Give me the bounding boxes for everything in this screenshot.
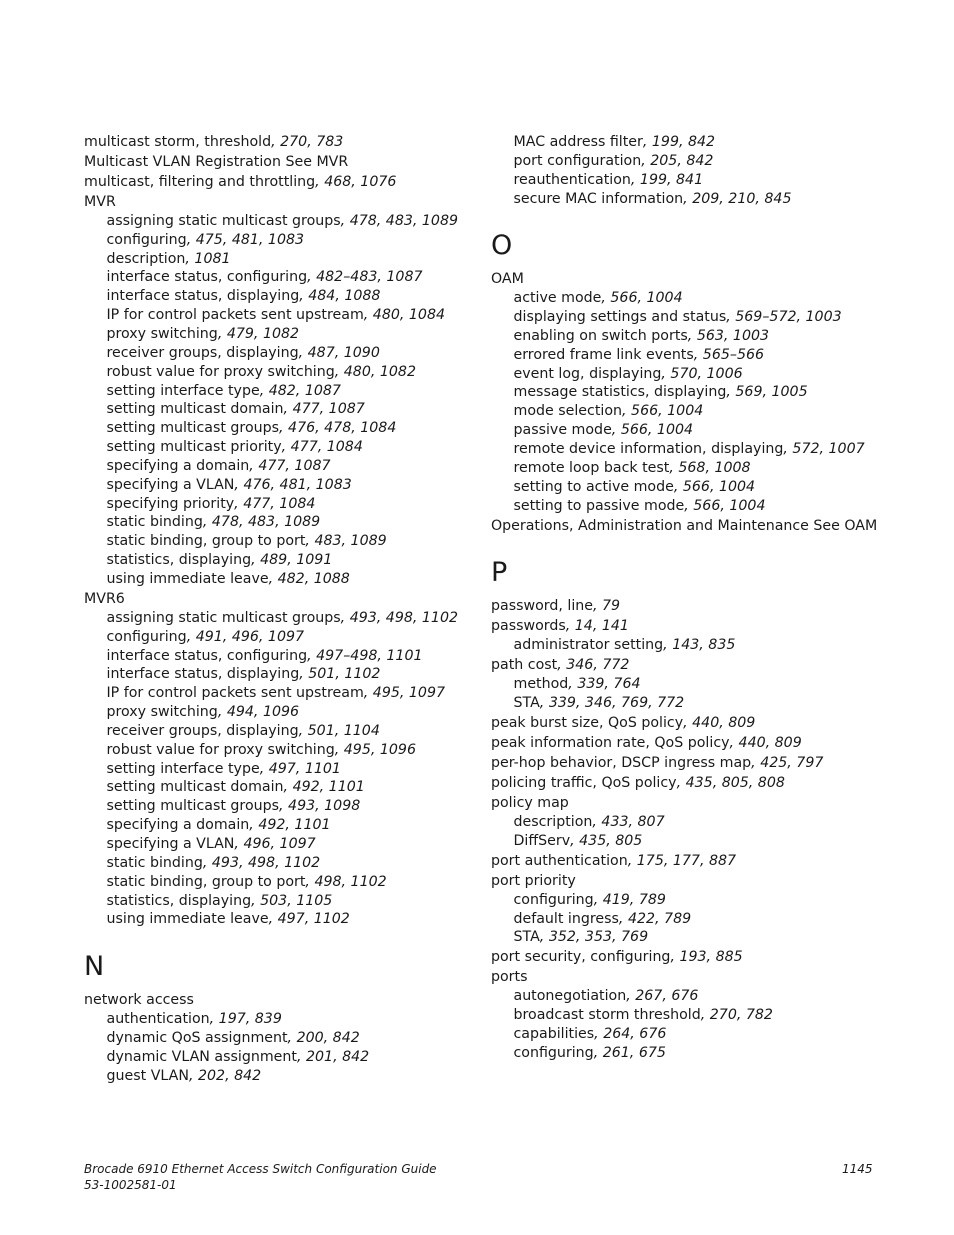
entry-term: dynamic QoS assignment	[106, 1029, 288, 1046]
entry-term: using immediate leave	[106, 911, 269, 928]
index-subentry: DiffServ, 435, 805	[513, 832, 643, 849]
index-subentry: autonegotiation, 267, 676	[513, 988, 699, 1005]
entry-page-refs[interactable]: 497, 1102	[277, 911, 350, 928]
section-letter: N	[84, 951, 105, 983]
entry-term: configuring	[513, 1044, 594, 1061]
entry-term: assigning static multicast groups	[106, 212, 341, 229]
entry-page-refs[interactable]: 566, 1004	[682, 478, 756, 495]
entry-page-refs[interactable]: 570, 1006	[670, 365, 743, 382]
index-entry: peak information rate, QoS policy, 440, 809	[491, 735, 802, 752]
entry-term: specifying priority	[106, 495, 235, 512]
entry-page-refs[interactable]: 201, 842	[305, 1048, 370, 1065]
entry-page-refs[interactable]: 568, 1008	[678, 459, 751, 476]
entry-page-refs[interactable]: 468, 1076	[324, 174, 397, 191]
entry-term: ports	[491, 969, 528, 986]
entry-term: receiver groups, displaying	[106, 344, 299, 361]
index-subentry: robust value for proxy switching, 495, 1096	[106, 741, 416, 758]
entry-term: interface status, displaying	[106, 666, 300, 683]
entry-term: administrator setting	[513, 637, 664, 654]
index-subentry: statistics, displaying, 503, 1105	[106, 892, 333, 909]
entry-page-refs[interactable]: 475, 481, 1083	[195, 231, 305, 248]
entry-page-refs[interactable]: 566, 1004	[620, 422, 694, 439]
entry-term: broadcast storm threshold	[513, 1007, 701, 1024]
entry-term: active mode	[513, 290, 602, 307]
entry-page-refs[interactable]: 199, 841	[639, 171, 704, 188]
entry-term: static binding, group to port	[106, 533, 306, 550]
index-subentry: receiver groups, displaying, 501, 1104	[106, 722, 380, 739]
entry-term: configuring	[106, 231, 187, 248]
entry-term: statistics, displaying	[106, 892, 252, 909]
index-subentry: specifying a VLAN, 476, 481, 1083	[106, 476, 352, 493]
entry-term: default ingress	[513, 910, 619, 927]
entry-page-refs[interactable]: 480, 1084	[372, 307, 446, 324]
index-subentry: description, 1081	[106, 250, 231, 267]
index-subentry: capabilities, 264, 676	[513, 1026, 667, 1042]
entry-term: specifying a domain	[106, 817, 250, 834]
entry-term: static binding, group to port	[106, 873, 306, 890]
entry-page-refs[interactable]: 482, 1087	[268, 382, 341, 399]
entry-term: robust value for proxy switching	[106, 741, 335, 758]
entry-term: configuring	[106, 628, 187, 645]
entry-page-refs[interactable]: 569, 1005	[735, 384, 808, 401]
entry-term: autonegotiation	[513, 988, 627, 1005]
entry-term: policing traffic, QoS policy	[491, 775, 677, 792]
entry-page-refs[interactable]: 193, 885	[679, 949, 743, 966]
index-entry	[84, 991, 464, 1010]
index-subentry: setting interface type, 497, 1101	[106, 760, 341, 777]
entry-page-refs[interactable]: 476, 478, 1084	[288, 420, 397, 437]
index-subentry: static binding, group to port, 498, 1102	[106, 873, 387, 890]
index-entry	[84, 193, 464, 212]
index-subentry: STA, 352, 353, 769	[513, 929, 649, 946]
index-entry	[491, 872, 871, 891]
index-subentry: secure MAC information, 209, 210, 845	[513, 190, 792, 207]
index-subentry: errored frame link events, 565–566	[513, 346, 765, 363]
entry-page-refs[interactable]: 483, 1089	[314, 533, 387, 550]
entry-page-refs[interactable]: 491, 496, 1097	[195, 628, 305, 645]
entry-page-refs[interactable]: 565–566	[702, 346, 765, 363]
entry-term: receiver groups, displaying	[106, 722, 299, 739]
index-entry	[491, 270, 871, 289]
index-subentry: setting multicast domain, 492, 1101	[106, 779, 365, 796]
index-subentry: guest VLAN, 202, 842	[106, 1067, 262, 1084]
index-subentry: setting to active mode, 566, 1004	[513, 478, 756, 495]
index-entry: port security, configuring, 193, 885	[491, 949, 743, 966]
index-subentry: proxy switching, 494, 1096	[106, 704, 300, 721]
index-subentry: specifying a VLAN, 496, 1097	[106, 835, 316, 852]
entry-page-refs[interactable]: 566, 1004	[631, 403, 704, 420]
entry-term: statistics, displaying	[106, 552, 252, 569]
index-subentry: reauthentication, 199, 841	[513, 171, 704, 188]
entry-page-refs[interactable]: 494, 1096	[226, 704, 300, 721]
index-subentry: receiver groups, displaying, 487, 1090	[106, 344, 380, 361]
entry-page-refs[interactable]: 495, 1096	[343, 741, 416, 758]
index-subentry: setting interface type, 482, 1087	[106, 382, 341, 399]
entry-page-refs[interactable]: 79	[602, 598, 621, 615]
entry-term: reauthentication	[513, 171, 631, 188]
index-subentry: passive mode, 566, 1004	[513, 422, 694, 439]
index-subentry: robust value for proxy switching, 480, 1082	[106, 363, 416, 380]
entry-page-refs[interactable]: 197, 839	[218, 1011, 282, 1028]
index-subentry: static binding, 493, 498, 1102	[106, 854, 321, 871]
entry-term: STA	[513, 929, 540, 946]
index-subentry: static binding, group to port, 483, 1089	[106, 533, 387, 550]
entry-term: remote device information, displaying	[513, 440, 784, 457]
entry-term: setting to passive mode	[513, 497, 685, 514]
entry-term: port priority	[491, 872, 576, 889]
index-subentry: broadcast storm threshold, 270, 782	[513, 1007, 773, 1024]
entry-page-refs[interactable]: 435, 805, 808	[685, 775, 785, 792]
entry-page-refs[interactable]: 566, 1004	[610, 290, 683, 307]
entry-page-refs[interactable]: 477, 1087	[292, 401, 365, 418]
entry-term: specifying a VLAN	[106, 835, 235, 852]
entry-term: network access	[84, 992, 194, 1009]
entry-page-refs[interactable]: 493, 498, 1102	[349, 609, 458, 626]
entry-page-refs[interactable]: 477, 1084	[243, 495, 316, 512]
entry-term: static binding	[106, 514, 203, 531]
entry-term: description	[513, 813, 593, 830]
entry-page-refs[interactable]: 501, 1104	[307, 722, 380, 739]
entry-page-refs[interactable]: 433, 807	[601, 813, 665, 830]
index-subentry: setting to passive mode, 566, 1004	[513, 497, 766, 514]
index-subentry: event log, displaying, 570, 1006	[513, 365, 743, 382]
index-subentry: proxy switching, 479, 1082	[106, 326, 300, 342]
index-subentry: remote loop back test, 568, 1008	[513, 459, 751, 476]
index-subentry: IP for control packets sent upstream, 480, 1084	[106, 307, 446, 324]
footer-doc-number: 53-1002581-01	[84, 1177, 177, 1192]
index-subentry: using immediate leave, 497, 1102	[106, 911, 350, 928]
entry-term: errored frame link events	[513, 346, 694, 363]
entry-page-refs[interactable]: 476, 481, 1083	[243, 476, 352, 493]
index-subentry: remote device information, displaying, 572, 1007	[513, 440, 865, 457]
entry-page-refs[interactable]: 497–498, 1101	[316, 647, 423, 664]
index-subentry: mode selection, 566, 1004	[513, 403, 704, 420]
index-subentry: interface status, configuring, 497–498, 1101	[106, 647, 423, 664]
entry-term: policy map	[491, 795, 569, 812]
entry-term: mode selection	[513, 403, 623, 420]
footer-page-number: 1145	[842, 1162, 873, 1176]
entry-term: path cost	[491, 657, 558, 674]
index-entry: passwords, 14, 141	[491, 618, 629, 635]
entry-page-refs[interactable]: 487, 1090	[307, 344, 380, 361]
entry-term: guest VLAN	[106, 1067, 189, 1084]
entry-term: IP for control packets sent upstream	[106, 307, 364, 324]
entry-term: setting multicast groups	[106, 798, 280, 815]
entry-page-refs[interactable]: 482–483, 1087	[316, 269, 423, 286]
entry-term: robust value for proxy switching	[106, 363, 335, 380]
index-entry	[84, 590, 464, 609]
index-subentry: port configuration, 205, 842	[513, 152, 714, 169]
entry-term: message statistics, displaying	[513, 384, 727, 401]
entry-page-refs[interactable]: 199, 842	[651, 134, 716, 150]
entry-page-refs[interactable]: 572, 1007	[792, 440, 865, 457]
index-subentry: method, 339, 764	[513, 676, 641, 693]
entry-term: port authentication	[491, 852, 628, 869]
index-subentry: configuring, 261, 675	[513, 1044, 666, 1061]
index-subentry: STA, 339, 346, 769, 772	[513, 694, 685, 711]
index-subentry: setting multicast groups, 493, 1098	[106, 798, 361, 815]
index-subentry: setting multicast priority, 477, 1084	[106, 439, 363, 456]
entry-term: displaying settings and status	[513, 309, 727, 326]
index-entry: multicast storm, threshold, 270, 783	[84, 134, 344, 150]
section-letter: O	[491, 230, 513, 262]
entry-term: setting multicast priority	[106, 439, 282, 456]
entry-page-refs[interactable]: 435, 805	[579, 832, 643, 849]
entry-term: using immediate leave	[106, 570, 269, 587]
entry-page-refs[interactable]: 419, 789	[602, 891, 666, 908]
entry-page-refs[interactable]: 261, 675	[602, 1044, 666, 1061]
index-subentry: assigning static multicast groups, 478, 483, 1089	[106, 212, 458, 229]
entry-page-refs[interactable]: 479, 1082	[226, 326, 300, 342]
entry-page-refs[interactable]: 270, 782	[709, 1007, 773, 1024]
entry-page-refs[interactable]: 14, 141	[574, 618, 629, 635]
entry-page-refs[interactable]: 264, 676	[603, 1026, 667, 1042]
entry-term: assigning static multicast groups	[106, 609, 341, 626]
entry-page-refs[interactable]: 422, 789	[627, 910, 692, 927]
entry-term: setting multicast groups	[106, 420, 280, 437]
entry-term: MAC address filter	[513, 134, 643, 150]
index-subentry: specifying priority, 477, 1084	[106, 495, 316, 512]
entry-term: MVR	[84, 194, 116, 211]
entry-term: secure MAC information	[513, 190, 684, 207]
entry-term: IP for control packets sent upstream	[106, 685, 364, 702]
entry-page-refs[interactable]: 489, 1091	[260, 552, 333, 569]
entry-term: multicast, filtering and throttling	[84, 174, 316, 191]
entry-page-refs[interactable]: 478, 483, 1089	[349, 212, 458, 229]
index-subentry: displaying settings and status, 569–572, 1003	[513, 309, 842, 326]
entry-page-refs[interactable]: 493, 498, 1102	[211, 854, 321, 871]
entry-page-refs[interactable]: 569–572, 1003	[735, 309, 842, 326]
entry-term: peak information rate, QoS policy	[491, 735, 730, 752]
index-subentry: using immediate leave, 482, 1088	[106, 570, 350, 587]
index-subentry: active mode, 566, 1004	[513, 290, 683, 307]
entry-term: proxy switching	[106, 704, 218, 721]
entry-term: specifying a domain	[106, 457, 250, 474]
entry-term: remote loop back test	[513, 459, 670, 476]
entry-term: port security, configuring	[491, 949, 671, 966]
index-entry	[491, 517, 878, 536]
index-subentry: dynamic QoS assignment, 200, 842	[106, 1029, 360, 1046]
entry-page-refs[interactable]: 175, 177, 887	[636, 852, 737, 869]
index-subentry: authentication, 197, 839	[106, 1011, 282, 1028]
entry-page-refs[interactable]: 209, 210, 845	[692, 190, 792, 207]
footer-guide-title: Brocade 6910 Ethernet Access Switch Configuration Guide	[84, 1162, 437, 1176]
entry-term: static binding	[106, 854, 203, 871]
index-column-left	[84, 133, 464, 1085]
entry-page-refs[interactable]: 339, 764	[577, 676, 641, 693]
entry-page-refs[interactable]: 478, 483, 1089	[211, 514, 321, 531]
index-subentry: MAC address filter, 199, 842	[513, 134, 716, 150]
index-entry: multicast, filtering and throttling, 468, 1076	[84, 174, 397, 191]
index-subentry: static binding, 478, 483, 1089	[106, 514, 321, 531]
index-column-right	[491, 133, 878, 1063]
entry-page-refs[interactable]: 563, 1003	[696, 327, 770, 344]
entry-page-refs[interactable]: 440, 809	[692, 715, 756, 731]
index-subentry: IP for control packets sent upstream, 495, 1097	[106, 685, 446, 702]
entry-page-refs[interactable]: 267, 676	[635, 988, 699, 1005]
entry-term: proxy switching	[106, 326, 218, 342]
entry-term: Operations, Administration and Maintenance See OAM	[491, 517, 878, 534]
entry-term: multicast storm, threshold	[84, 134, 272, 150]
entry-term: specifying a VLAN	[106, 476, 235, 493]
index-subentry: assigning static multicast groups, 493, 498, 1102	[106, 609, 458, 626]
entry-page-refs[interactable]: 270, 783	[280, 134, 344, 150]
index-subentry: specifying a domain, 477, 1087	[106, 457, 331, 474]
entry-page-refs[interactable]: 482, 1088	[277, 570, 350, 587]
entry-term: interface status, configuring	[106, 269, 308, 286]
entry-page-refs[interactable]: 1081	[194, 250, 231, 267]
entry-page-refs[interactable]: 492, 1101	[292, 779, 365, 796]
entry-page-refs[interactable]: 496, 1097	[243, 835, 316, 852]
entry-page-refs[interactable]: 501, 1102	[308, 666, 381, 683]
entry-term: setting interface type	[106, 760, 260, 777]
entry-term: peak burst size, QoS policy	[491, 715, 684, 731]
entry-term: description	[106, 250, 186, 267]
entry-term: MVR6	[84, 591, 125, 607]
index-subentry: enabling on switch ports, 563, 1003	[513, 327, 770, 344]
entry-term: setting to active mode	[513, 478, 674, 495]
entry-page-refs[interactable]: 143, 835	[672, 637, 736, 654]
entry-page-refs[interactable]: 492, 1101	[258, 817, 331, 834]
index-subentry: configuring, 475, 481, 1083	[106, 231, 305, 248]
entry-term: passwords	[491, 618, 566, 635]
entry-term: interface status, configuring	[106, 647, 308, 664]
entry-page-refs[interactable]: 200, 842	[296, 1029, 360, 1046]
entry-page-refs[interactable]: 346, 772	[566, 657, 630, 674]
index-entry: port authentication, 175, 177, 887	[491, 852, 737, 869]
index-subentry: setting multicast domain, 477, 1087	[106, 401, 365, 418]
index-subentry: setting multicast groups, 476, 478, 1084	[106, 420, 397, 437]
index-entry: peak burst size, QoS policy, 440, 809	[491, 715, 756, 731]
entry-page-refs[interactable]: 480, 1082	[343, 363, 416, 380]
entry-term: port configuration	[513, 152, 642, 169]
index-subentry: description, 433, 807	[513, 813, 665, 830]
entry-page-refs[interactable]: 503, 1105	[260, 892, 333, 909]
entry-term: authentication	[106, 1011, 210, 1028]
index-subentry: interface status, displaying, 501, 1102	[106, 666, 381, 683]
index-subentry: dynamic VLAN assignment, 201, 842	[106, 1048, 370, 1065]
index-entry	[491, 968, 871, 987]
entry-page-refs[interactable]: 339, 346, 769, 772	[548, 694, 685, 711]
entry-page-refs[interactable]: 425, 797	[760, 755, 824, 772]
entry-term: password, line	[491, 598, 593, 615]
entry-page-refs[interactable]: 495, 1097	[372, 685, 446, 702]
index-entry: password, line, 79	[491, 598, 621, 615]
entry-page-refs[interactable]: 497, 1101	[268, 760, 341, 777]
index-subentry: configuring, 491, 496, 1097	[106, 628, 305, 645]
entry-page-refs[interactable]: 484, 1088	[308, 288, 381, 305]
entry-term: OAM	[491, 271, 524, 288]
index-subentry: interface status, displaying, 484, 1088	[106, 288, 381, 305]
index-entry	[84, 153, 464, 172]
entry-term: STA	[513, 694, 540, 711]
index-subentry: statistics, displaying, 489, 1091	[106, 552, 333, 569]
index-entry: path cost, 346, 772	[491, 657, 630, 674]
index-entry: per-hop behavior, DSCP ingress map, 425, 797	[491, 755, 824, 772]
entry-term: setting multicast domain	[106, 401, 284, 418]
entry-term: configuring	[513, 891, 594, 908]
entry-page-refs[interactable]: 205, 842	[650, 152, 714, 169]
entry-term: method	[513, 676, 569, 693]
index-entry: policing traffic, QoS policy, 435, 805, 808	[491, 775, 785, 792]
entry-page-refs[interactable]: 477, 1087	[258, 457, 331, 474]
index-subentry: interface status, configuring, 482–483, 1087	[106, 269, 423, 286]
entry-page-refs[interactable]: 352, 353, 769	[548, 929, 649, 946]
entry-page-refs[interactable]: 566, 1004	[693, 497, 766, 514]
entry-page-refs[interactable]: 202, 842	[197, 1067, 262, 1084]
entry-term: setting multicast domain	[106, 779, 284, 796]
entry-term: Multicast VLAN Registration See MVR	[84, 154, 349, 171]
entry-term: DiffServ	[513, 832, 571, 849]
entry-term: enabling on switch ports	[513, 327, 688, 344]
entry-page-refs[interactable]: 477, 1084	[290, 439, 363, 456]
index-entry	[491, 794, 871, 813]
entry-term: dynamic VLAN assignment	[106, 1048, 297, 1065]
entry-page-refs[interactable]: 440, 809	[738, 735, 802, 752]
entry-term: interface status, displaying	[106, 288, 300, 305]
index-subentry: specifying a domain, 492, 1101	[106, 817, 331, 834]
index-subentry: default ingress, 422, 789	[513, 910, 692, 927]
entry-term: capabilities	[513, 1026, 595, 1042]
entry-term: setting interface type	[106, 382, 260, 399]
entry-term: event log, displaying	[513, 365, 662, 382]
index-subentry: message statistics, displaying, 569, 1005	[513, 384, 808, 401]
entry-page-refs[interactable]: 498, 1102	[314, 873, 387, 890]
section-letter: P	[491, 557, 508, 589]
index-subentry: administrator setting, 143, 835	[513, 637, 736, 654]
entry-term: per-hop behavior, DSCP ingress map	[491, 755, 752, 772]
footer-left	[84, 1162, 437, 1193]
entry-page-refs[interactable]: 493, 1098	[288, 798, 361, 815]
entry-term: passive mode	[513, 422, 612, 439]
index-subentry: configuring, 419, 789	[513, 891, 666, 908]
